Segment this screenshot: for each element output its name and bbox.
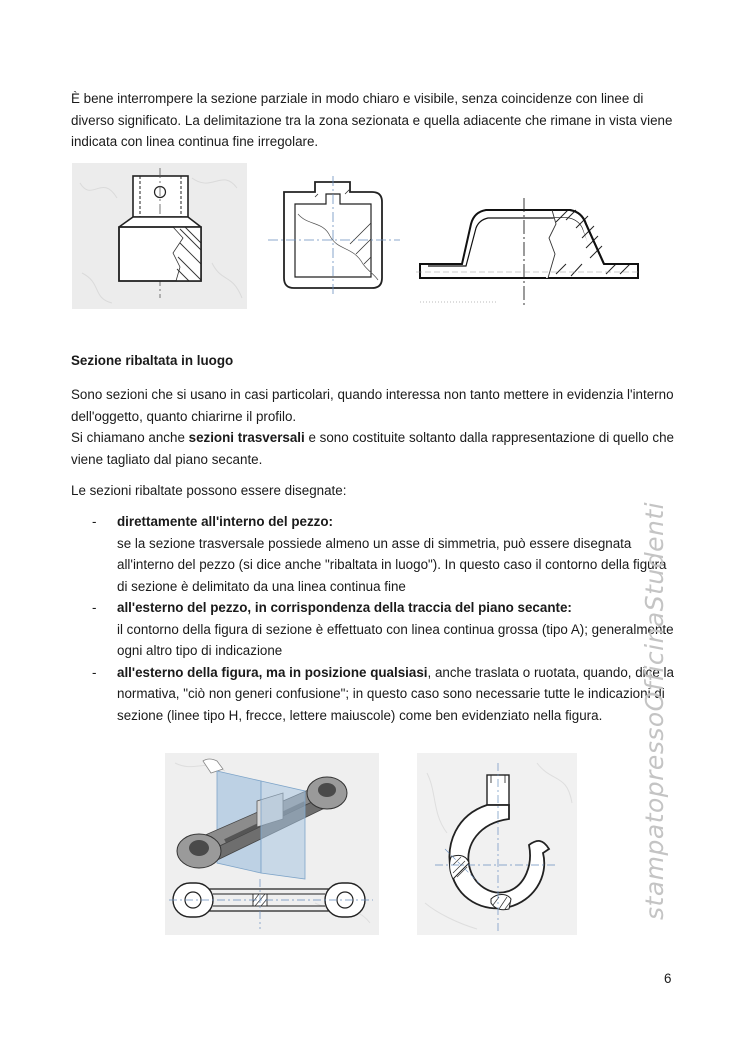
- term-sezioni-trasversali: sezioni trasversali: [188, 430, 305, 445]
- list-dash: -: [92, 514, 97, 529]
- paragraph-transverse: [71, 427, 675, 470]
- intro-paragraph: È bene interrompere la sezione parziale in modo chiaro e visibile, senza coincidenze con linee di diverso significato. La delimitazione tra la zona sezionata e quella adiacente che rimane in vista viene indicata con linea continua fine irregolare.: [71, 91, 673, 149]
- list-item-title: all'esterno del pezzo, in corrispondenza della traccia del piano secante:: [117, 600, 572, 615]
- figure-partial-section-box: [268, 176, 400, 294]
- list-dash: -: [92, 664, 97, 680]
- section-heading: Sezione ribaltata in luogo: [71, 353, 234, 368]
- list-item: [71, 597, 677, 662]
- figure-hook-section: [417, 753, 577, 935]
- list-dash: -: [92, 600, 97, 615]
- list-item-title: all'esterno della figura, ma in posizione qualsiasi: [117, 664, 428, 680]
- list-item-text: il contorno della figura di sezione è effettuato con linea continua grossa (tipo A); generalmente ogni altro tipo di indicazione: [117, 621, 674, 658]
- list-item-text: se la sezione trasversale possiede almeno un asse di simmetria, può essere disegnata all'interno del pezzo (si dice anche "ribaltata in luogo"). In questo caso il contorno della figura di sezione è delimitato da una linea continua fine: [117, 535, 667, 594]
- paragraph-transverse-end: e sono costituite soltanto dalla rappresentazione di quello che viene tagliato dal piano secante.: [71, 430, 674, 467]
- list-item-text: , anche traslata o ruotata, quando, dice la normativa, "ciò non generi confusione"; in questo caso sono necessarie tutte le indicazioni di sezione (linee tipo H, frecce, lettere maiuscole) come ben evidenziato nella figura.: [117, 664, 674, 723]
- figure-partial-section-flange: [416, 194, 640, 310]
- list-item: [71, 662, 677, 727]
- paragraph-list-intro: Le sezioni ribaltate possono essere disegnate:: [71, 483, 347, 498]
- list-item-title: direttamente all'interno del pezzo:: [117, 514, 333, 529]
- figure-connecting-rod-section: [165, 753, 379, 935]
- figure-partial-section-block: [72, 163, 247, 309]
- list-item: [71, 511, 677, 597]
- watermark-text: stampatopressoOfficinaStudenti: [640, 501, 669, 920]
- paragraph-transverse-start: Si chiamano anche: [71, 430, 189, 445]
- paragraph-profile: Sono sezioni che si usano in casi particolari, quando interessa non tanto mettere in evidenzia l'interno dell'oggetto, quanto chiarirne il profilo.: [71, 387, 674, 424]
- page-number: 6: [664, 971, 672, 986]
- section-types-list: [71, 511, 677, 726]
